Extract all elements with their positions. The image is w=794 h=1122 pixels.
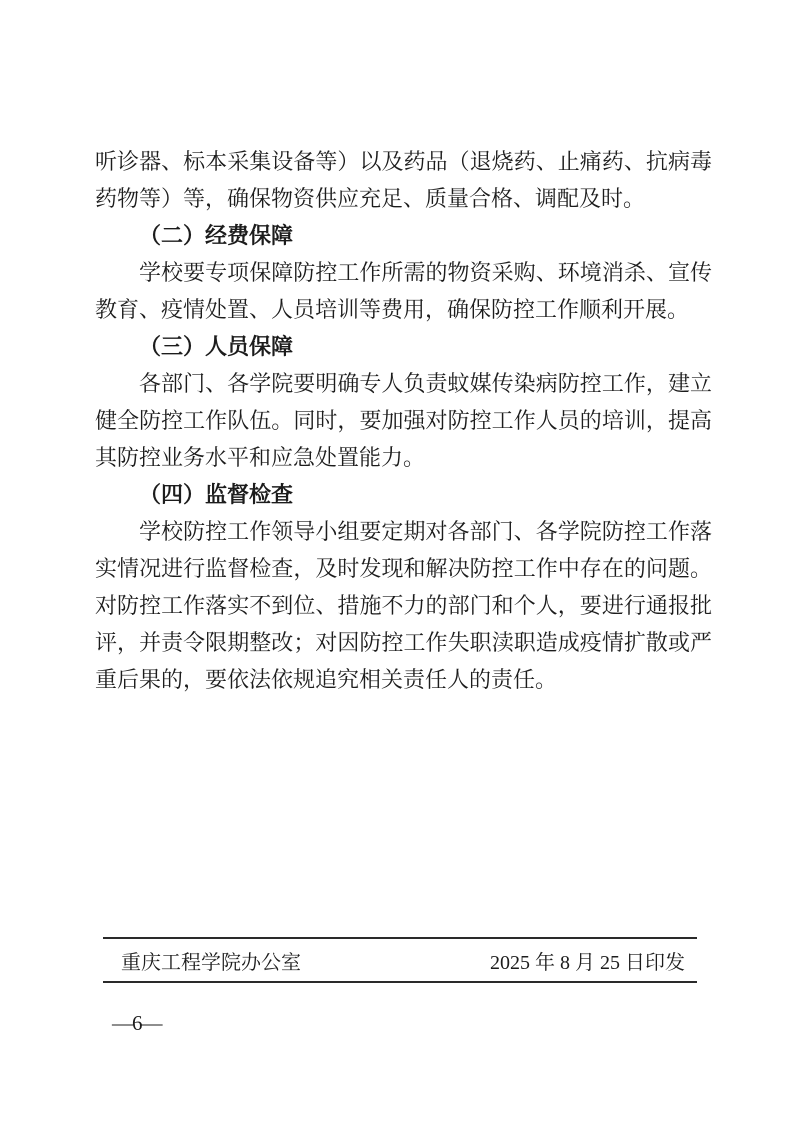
document-body (95, 143, 712, 698)
paragraph-line: 重后果的，要依法依规追究相关责任人的责任。 (95, 667, 558, 692)
section-heading-funds: （二）经费保障 (139, 223, 294, 248)
paragraph-line: 各部门、各学院要明确专人负责蚊媒传染病防控工作，建立 (139, 371, 712, 396)
paragraph-line: 实情况进行监督检查，及时发现和解决防控工作中存在的问题。 (95, 556, 712, 581)
document-footer (103, 937, 697, 983)
paragraph-line: 听诊器、标本采集设备等）以及药品（退烧药、止痛药、抗病毒 (95, 149, 712, 174)
section-heading-supervision: （四）监督检查 (139, 482, 294, 507)
paragraph-line: 学校防控工作领导小组要定期对各部门、各学院防控工作落 (139, 519, 712, 544)
footer-issuer: 重庆工程学院办公室 (121, 951, 301, 974)
footer-print-date: 2025 年 8 月 25 日印发 (490, 951, 685, 974)
page-number: —6— (112, 1011, 162, 1035)
paragraph-line: 药物等）等，确保物资供应充足、质量合格、调配及时。 (95, 186, 646, 211)
paragraph-line: 教育、疫情处置、人员培训等费用，确保防控工作顺利开展。 (95, 297, 690, 322)
paragraph-line: 学校要专项保障防控工作所需的物资采购、环境消杀、宣传 (139, 260, 712, 285)
paragraph-line: 健全防控工作队伍。同时，要加强对防控工作人员的培训，提高 (95, 408, 712, 433)
paragraph-line: 对防控工作落实不到位、措施不力的部门和个人，要进行通报批 (95, 593, 712, 618)
paragraph-line: 其防控业务水平和应急处置能力。 (95, 445, 426, 470)
section-heading-personnel: （三）人员保障 (139, 334, 294, 359)
paragraph-line: 评，并责令限期整改；对因防控工作失职渎职造成疫情扩散或严 (95, 630, 712, 655)
